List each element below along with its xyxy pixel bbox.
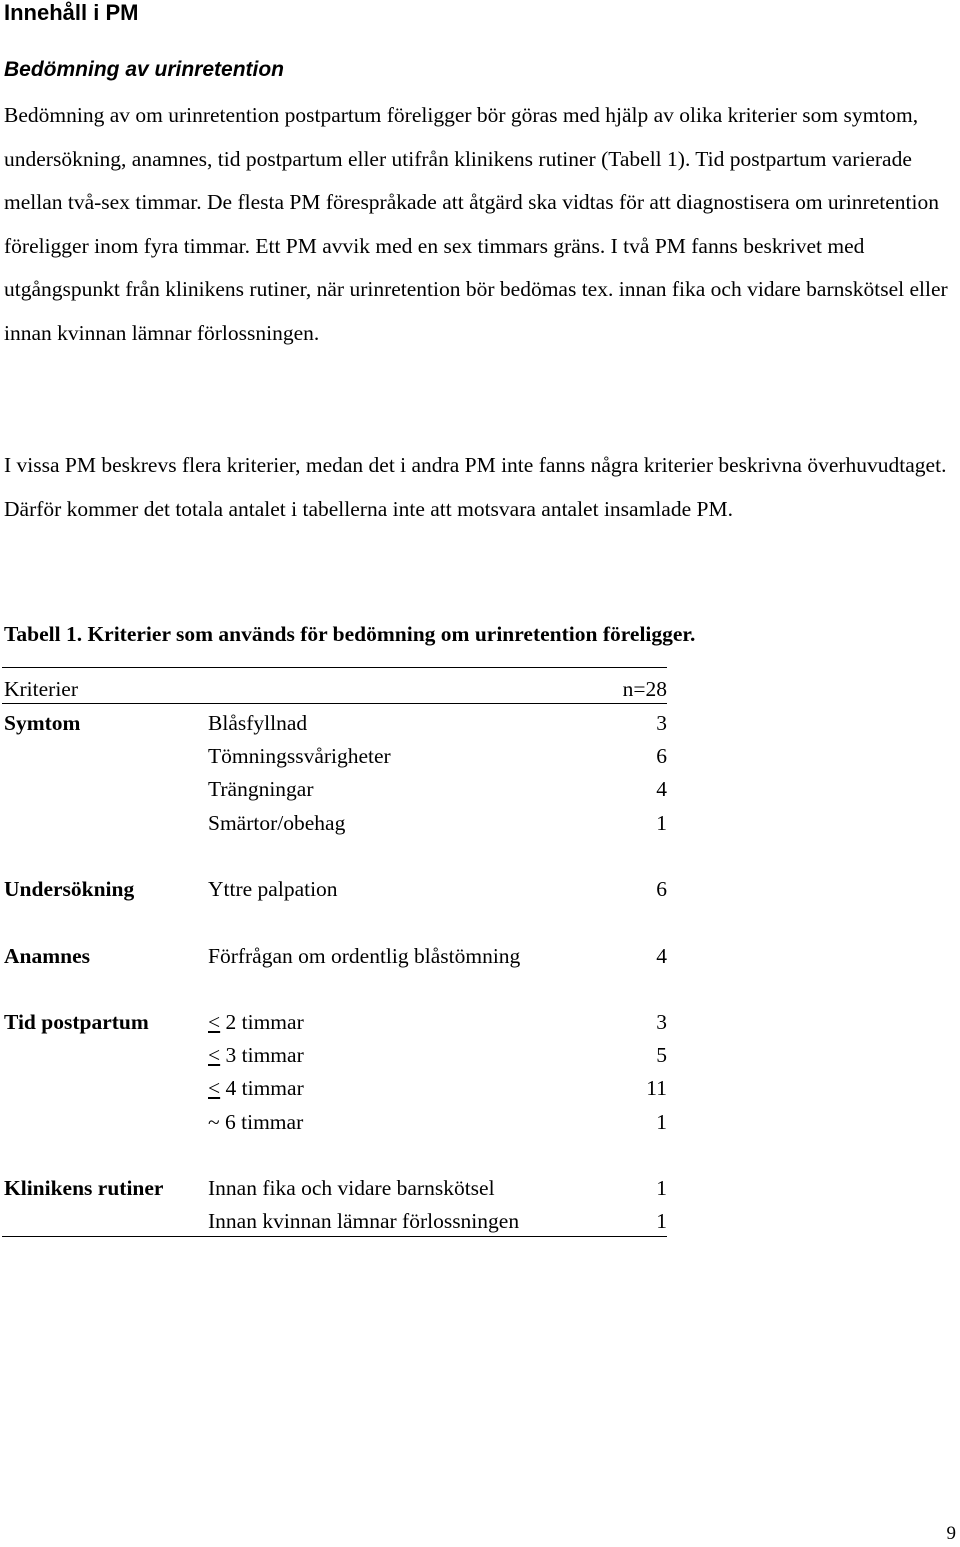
criterion-count: 4 [656,944,667,968]
criterion-label: Tömningssvårigheter [208,744,391,768]
category-symtom: Symtom [4,711,81,735]
criterion-count: 1 [656,811,667,835]
section-heading: Innehåll i PM [4,0,139,25]
category-undersokning: Undersökning [4,877,135,901]
criterion-count: 3 [656,711,667,735]
table-header-rule [2,703,667,704]
criterion-label [208,1042,304,1068]
criterion-label: Smärtor/obehag [208,811,346,835]
criterion-count: 4 [656,777,667,801]
criterion-label [208,1075,304,1101]
category-tid-postpartum: Tid postpartum [4,1010,149,1034]
criterion-label: Innan fika och vidare barnskötsel [208,1176,495,1200]
table-header-criteria: Kriterier [4,677,79,701]
criterion-text: 2 timmar [220,1010,304,1034]
criterion-count: 6 [656,877,667,901]
less-or-equal-symbol: < [208,1010,221,1034]
criterion-label: ~ 6 timmar [208,1110,304,1134]
page-number: 9 [946,1523,956,1544]
criterion-count: 1 [656,1209,667,1233]
criterion-text: 4 timmar [220,1076,304,1100]
less-or-equal-symbol: < [208,1043,221,1067]
criterion-count: 6 [656,744,667,768]
less-or-equal-symbol: < [208,1076,221,1100]
criterion-count: 5 [656,1043,667,1067]
criterion-label: Förfrågan om ordentlig blåstömning [208,944,521,968]
table-bottom-rule [2,1236,667,1237]
paragraph-1: Bedömning av om urinretention postpartum föreligger bör göras med hjälp av olika kriterier som symtom, undersökning, anamnes, tid postpartum eller utifrån klinikens rutiner (Tabell 1). Tid postpartum varierade mellan två-sex timmar. De flesta PM förespråkade att åtgärd ska vidtas för att diagnostisera om urinretention föreligger inom fyra timmar. Ett PM avvik med en sex timmars gräns. I två PM fanns beskrivet med utgångspunkt från klinikens rutiner, när urinretention bör bedömas tex. innan fika och vidare barnskötsel eller innan kvinnan lämnar förlossningen. [4,103,948,345]
criterion-label: Innan kvinnan lämnar förlossningen [208,1209,520,1233]
subsection-heading: Bedömning av urinretention [4,58,285,81]
category-klinikens-rutiner: Klinikens rutiner [4,1176,164,1200]
criterion-count: 1 [656,1110,667,1134]
criterion-count: 3 [656,1010,667,1034]
paragraph-2: I vissa PM beskrevs flera kriterier, medan det i andra PM inte fanns några kriterier beskrivna överhuvudtaget. Därför kommer det totala antalet i tabellerna inte att motsvara antalet insamlade PM. [4,453,947,521]
criterion-label: Yttre palpation [208,877,338,901]
criterion-label: Trängningar [208,777,314,801]
category-anamnes: Anamnes [4,944,91,968]
criterion-count: 1 [656,1176,667,1200]
criterion-count: 11 [646,1076,667,1100]
table-top-rule [2,667,667,668]
criterion-label [208,1009,304,1035]
table-header-count: n=28 [622,677,667,701]
criterion-text: 3 timmar [220,1043,304,1067]
criterion-label: Blåsfyllnad [208,711,308,735]
table-caption: Tabell 1. Kriterier som används för bedömning om urinretention föreligger. [4,622,696,646]
